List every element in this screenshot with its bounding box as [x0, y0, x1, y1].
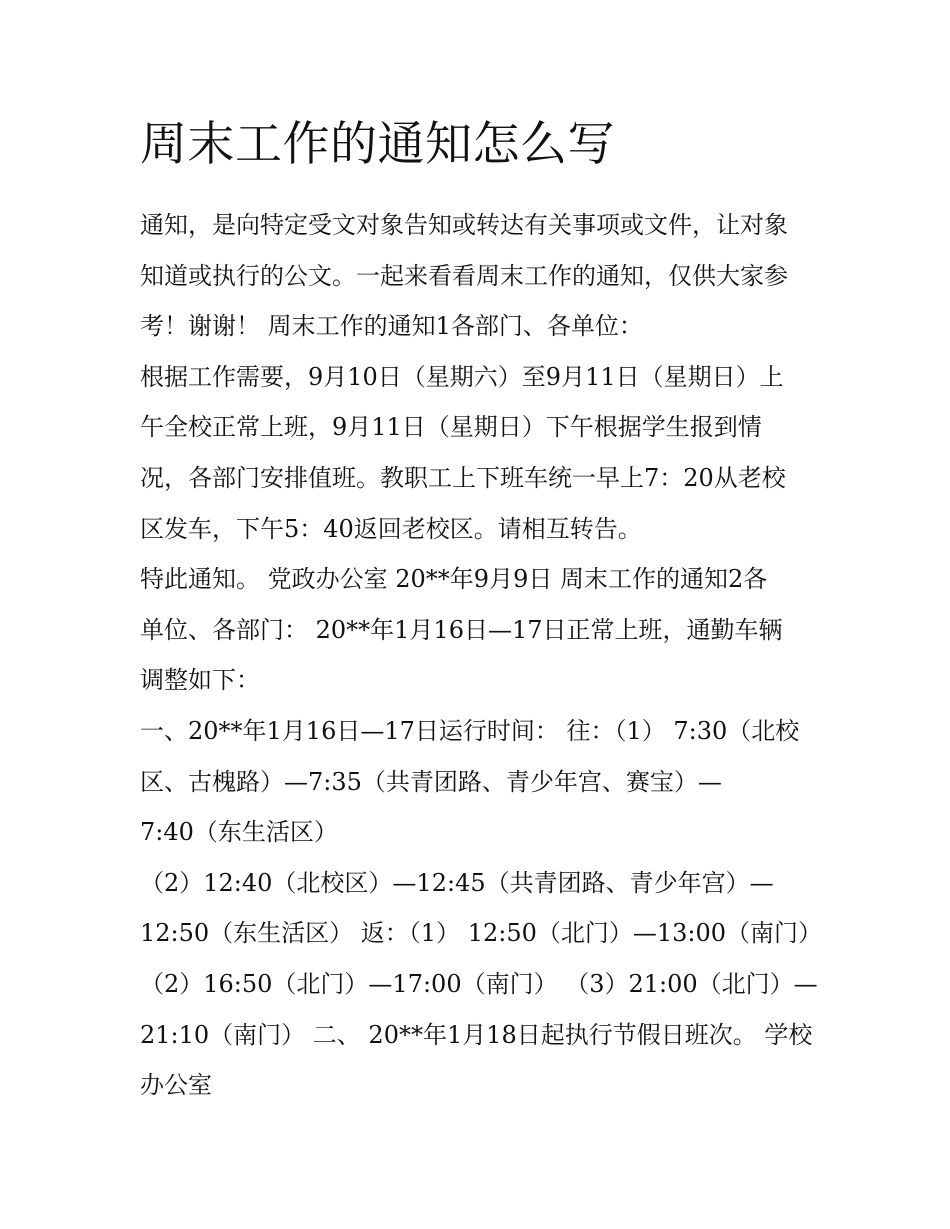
body-line: 调整如下：: [140, 666, 260, 695]
body-line: 特此通知。 党政办公室 20**年9月9日 周末工作的通知2各: [140, 565, 768, 594]
body-line: 一、20**年1月16日—17日运行时间： 往：（1） 7:30（北校: [140, 716, 800, 745]
document-title: 周末工作的通知怎么写: [140, 117, 615, 172]
body-line: 21:10（南门） 二、 20**年1月18日起执行节假日班次。 学校: [140, 1020, 813, 1049]
body-line: 单位、各部门： 20**年1月16日—17日正常上班，通勤车辆: [140, 615, 783, 644]
body-line: 通知，是向特定受文对象告知或转达有关事项或文件，让对象: [140, 211, 788, 239]
document-body: [140, 200, 823, 1111]
body-line: 考！谢谢！ 周末工作的通知1各部门、各单位：: [140, 312, 643, 341]
body-line: 区发车，下午5：40返回老校区。请相互转告。: [140, 514, 642, 543]
body-line: 7:40（东生活区）: [140, 818, 338, 847]
body-line: （2）16:50（北门）—17:00（南门） （3）21:00（北门）—: [140, 969, 818, 998]
body-line: 根据工作需要，9月10日（星期六）至9月11日（星期日）上: [140, 362, 784, 391]
body-line: 况，各部门安排值班。教职工上下班车统一早上7：20从老校: [140, 463, 786, 492]
body-line: 12:50（东生活区） 返：（1） 12:50（北门）—13:00（南门）: [140, 919, 823, 948]
body-line: 知道或执行的公文。一起来看看周末工作的通知，仅供大家参: [140, 261, 788, 290]
body-line: （2）12:40（北校区）—12:45（共青团路、青少年宫）—: [140, 868, 774, 897]
body-line: 午全校正常上班，9月11日（星期日）下午根据学生报到情: [140, 413, 762, 442]
body-line: 办公室: [140, 1071, 212, 1100]
body-line: 区、古槐路）—7:35（共青团路、青少年宫、赛宝）—: [140, 767, 722, 796]
document-page: [140, 112, 823, 1111]
